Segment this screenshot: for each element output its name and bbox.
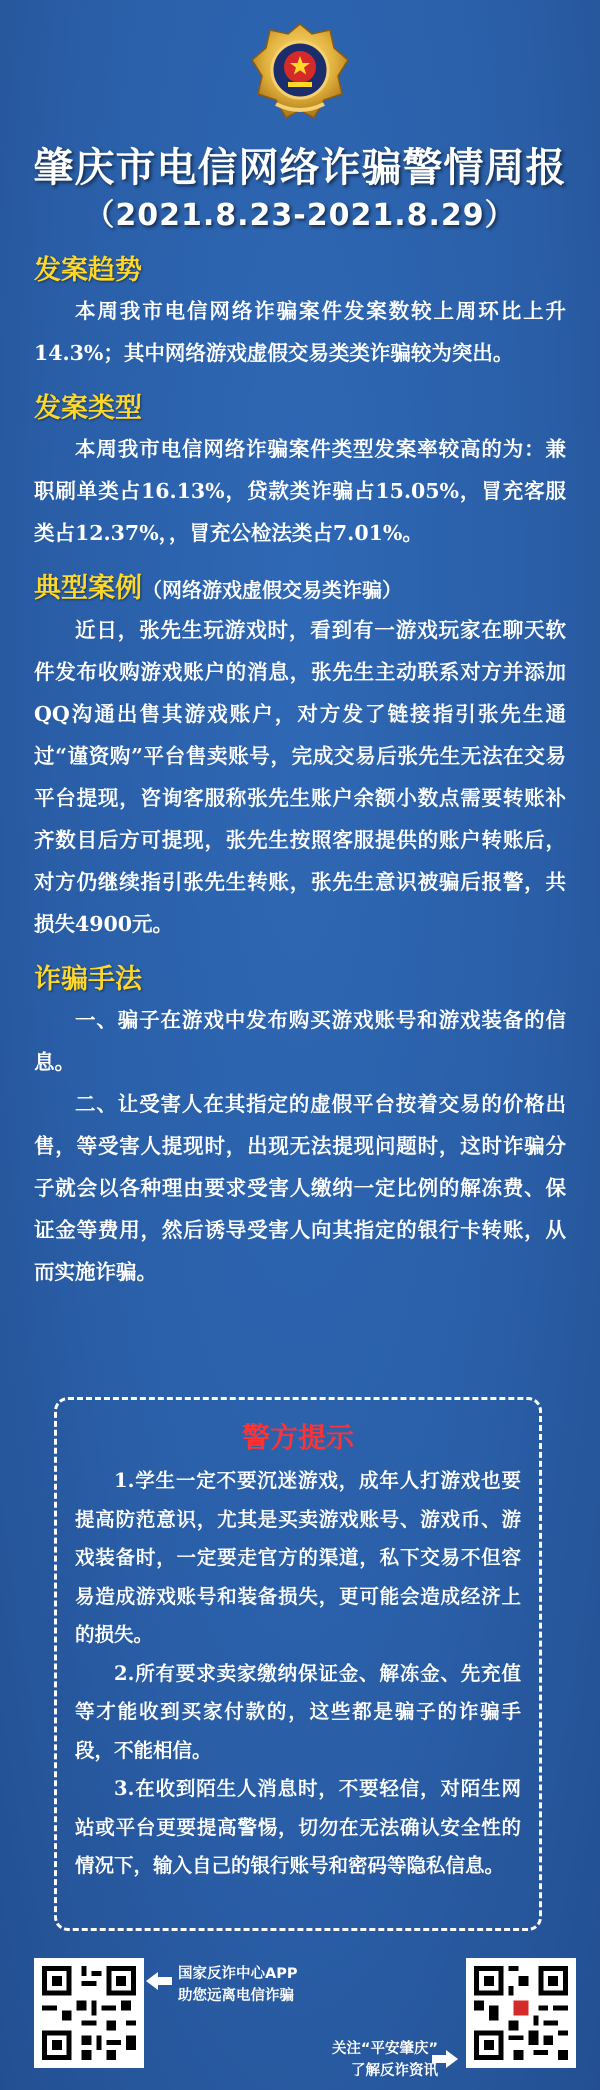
page-title: 肇庆市电信网络诈骗警情周报 — [33, 145, 567, 191]
method-item: 二、让受害人在其指定的虚假平台按着交易的价格出售，等受害人提现时，出现无法提现问题时，这时诈骗分子就会以各种理由要求受害人缴纳一定比例的解冻费、保证金等费用，然后诱导受害人向其指定的银行卡转账，从而实施诈骗。 — [34, 1092, 566, 1284]
section-case — [34, 570, 566, 945]
app-line: 国家反诈中心APP — [178, 1966, 298, 1982]
follow-promo-text — [268, 2038, 438, 2082]
case-heading-note: （网络游戏虚假交易类诈骗） — [142, 578, 402, 602]
police-emblem-icon — [248, 20, 352, 124]
method-item: 一、骗子在游戏中发布购买游戏账号和游戏装备的信息。 — [34, 1008, 566, 1074]
section-text-types: 本周我市电信网络诈骗案件类型发案率较高的为：兼职刷单类占16.13%，贷款类诈骗占15.05%，冒充客服类占12.37%，，冒充公检法类占7.01%。 — [34, 437, 566, 545]
report-content — [34, 252, 566, 1309]
section-heading-trend: 发案趋势 — [34, 255, 142, 286]
app-promo-text — [178, 1963, 378, 2007]
warning-item: 3.在收到陌生人消息时，不要轻信，对陌生网站或平台更要提高警惕，切勿在无法确认安全性的情况下，输入自己的银行账号和密码等隐私信息。 — [75, 1777, 521, 1877]
date-range: （2021.8.23-2021.8.29） — [84, 198, 516, 233]
arrow-left-icon — [146, 1972, 172, 1994]
app-line: 助您远离电信诈骗 — [178, 1988, 294, 2004]
follow-line: 了解反诈资讯 — [351, 2063, 438, 2079]
case-heading-label: 典型案例 — [34, 573, 142, 604]
section-types — [34, 390, 566, 554]
section-heading-methods: 诈骗手法 — [34, 964, 142, 995]
qr-code-icon[interactable] — [466, 1958, 576, 2068]
qr-code-icon[interactable] — [34, 1958, 144, 2068]
section-methods — [34, 961, 566, 1293]
warning-title: 警方提示 — [241, 1421, 354, 1454]
warning-item: 2.所有要求卖家缴纳保证金、解冻金、先充值等才能收到买家付款的，这些都是骗子的诈骗手段，不能相信。 — [75, 1661, 521, 1762]
arrow-right-icon — [432, 2050, 458, 2072]
section-trend — [34, 252, 566, 374]
section-text-case: 近日，张先生玩游戏时，看到有一游戏玩家在聊天软件发布收购游戏账户的消息，张先生主动联系对方并添加QQ沟通出售其游戏账户，对方发了链接指引张先生通过“谨资购”平台售卖账号，完成交易后张先生无法在交易平台提现，咨询客服称张先生账户余额小数点需要转账补齐数目后方可提现，张先生按照客服提供的账户转账后，对方仍继续指引张先生转账，张先生意识被骗后报警，共损失4900元。 — [34, 618, 566, 936]
section-text-trend: 本周我市电信网络诈骗案件发案数较上周环比上升14.3%；其中网络游戏虚假交易类类诈骗较为突出。 — [34, 299, 566, 365]
warning-box — [54, 1397, 542, 1931]
follow-line: 关注“平安肇庆” — [331, 2041, 438, 2057]
warning-item: 1.学生一定不要沉迷游戏，成年人打游戏也要提高防范意识，尤其是买卖游戏账号、游戏币、游戏装备时，一定要走官方的渠道，私下交易不但容易造成游戏账号和装备损失，更可能会造成经济上的损失。 — [75, 1469, 521, 1646]
section-heading-types: 发案类型 — [34, 393, 142, 424]
section-heading-case — [34, 570, 566, 609]
